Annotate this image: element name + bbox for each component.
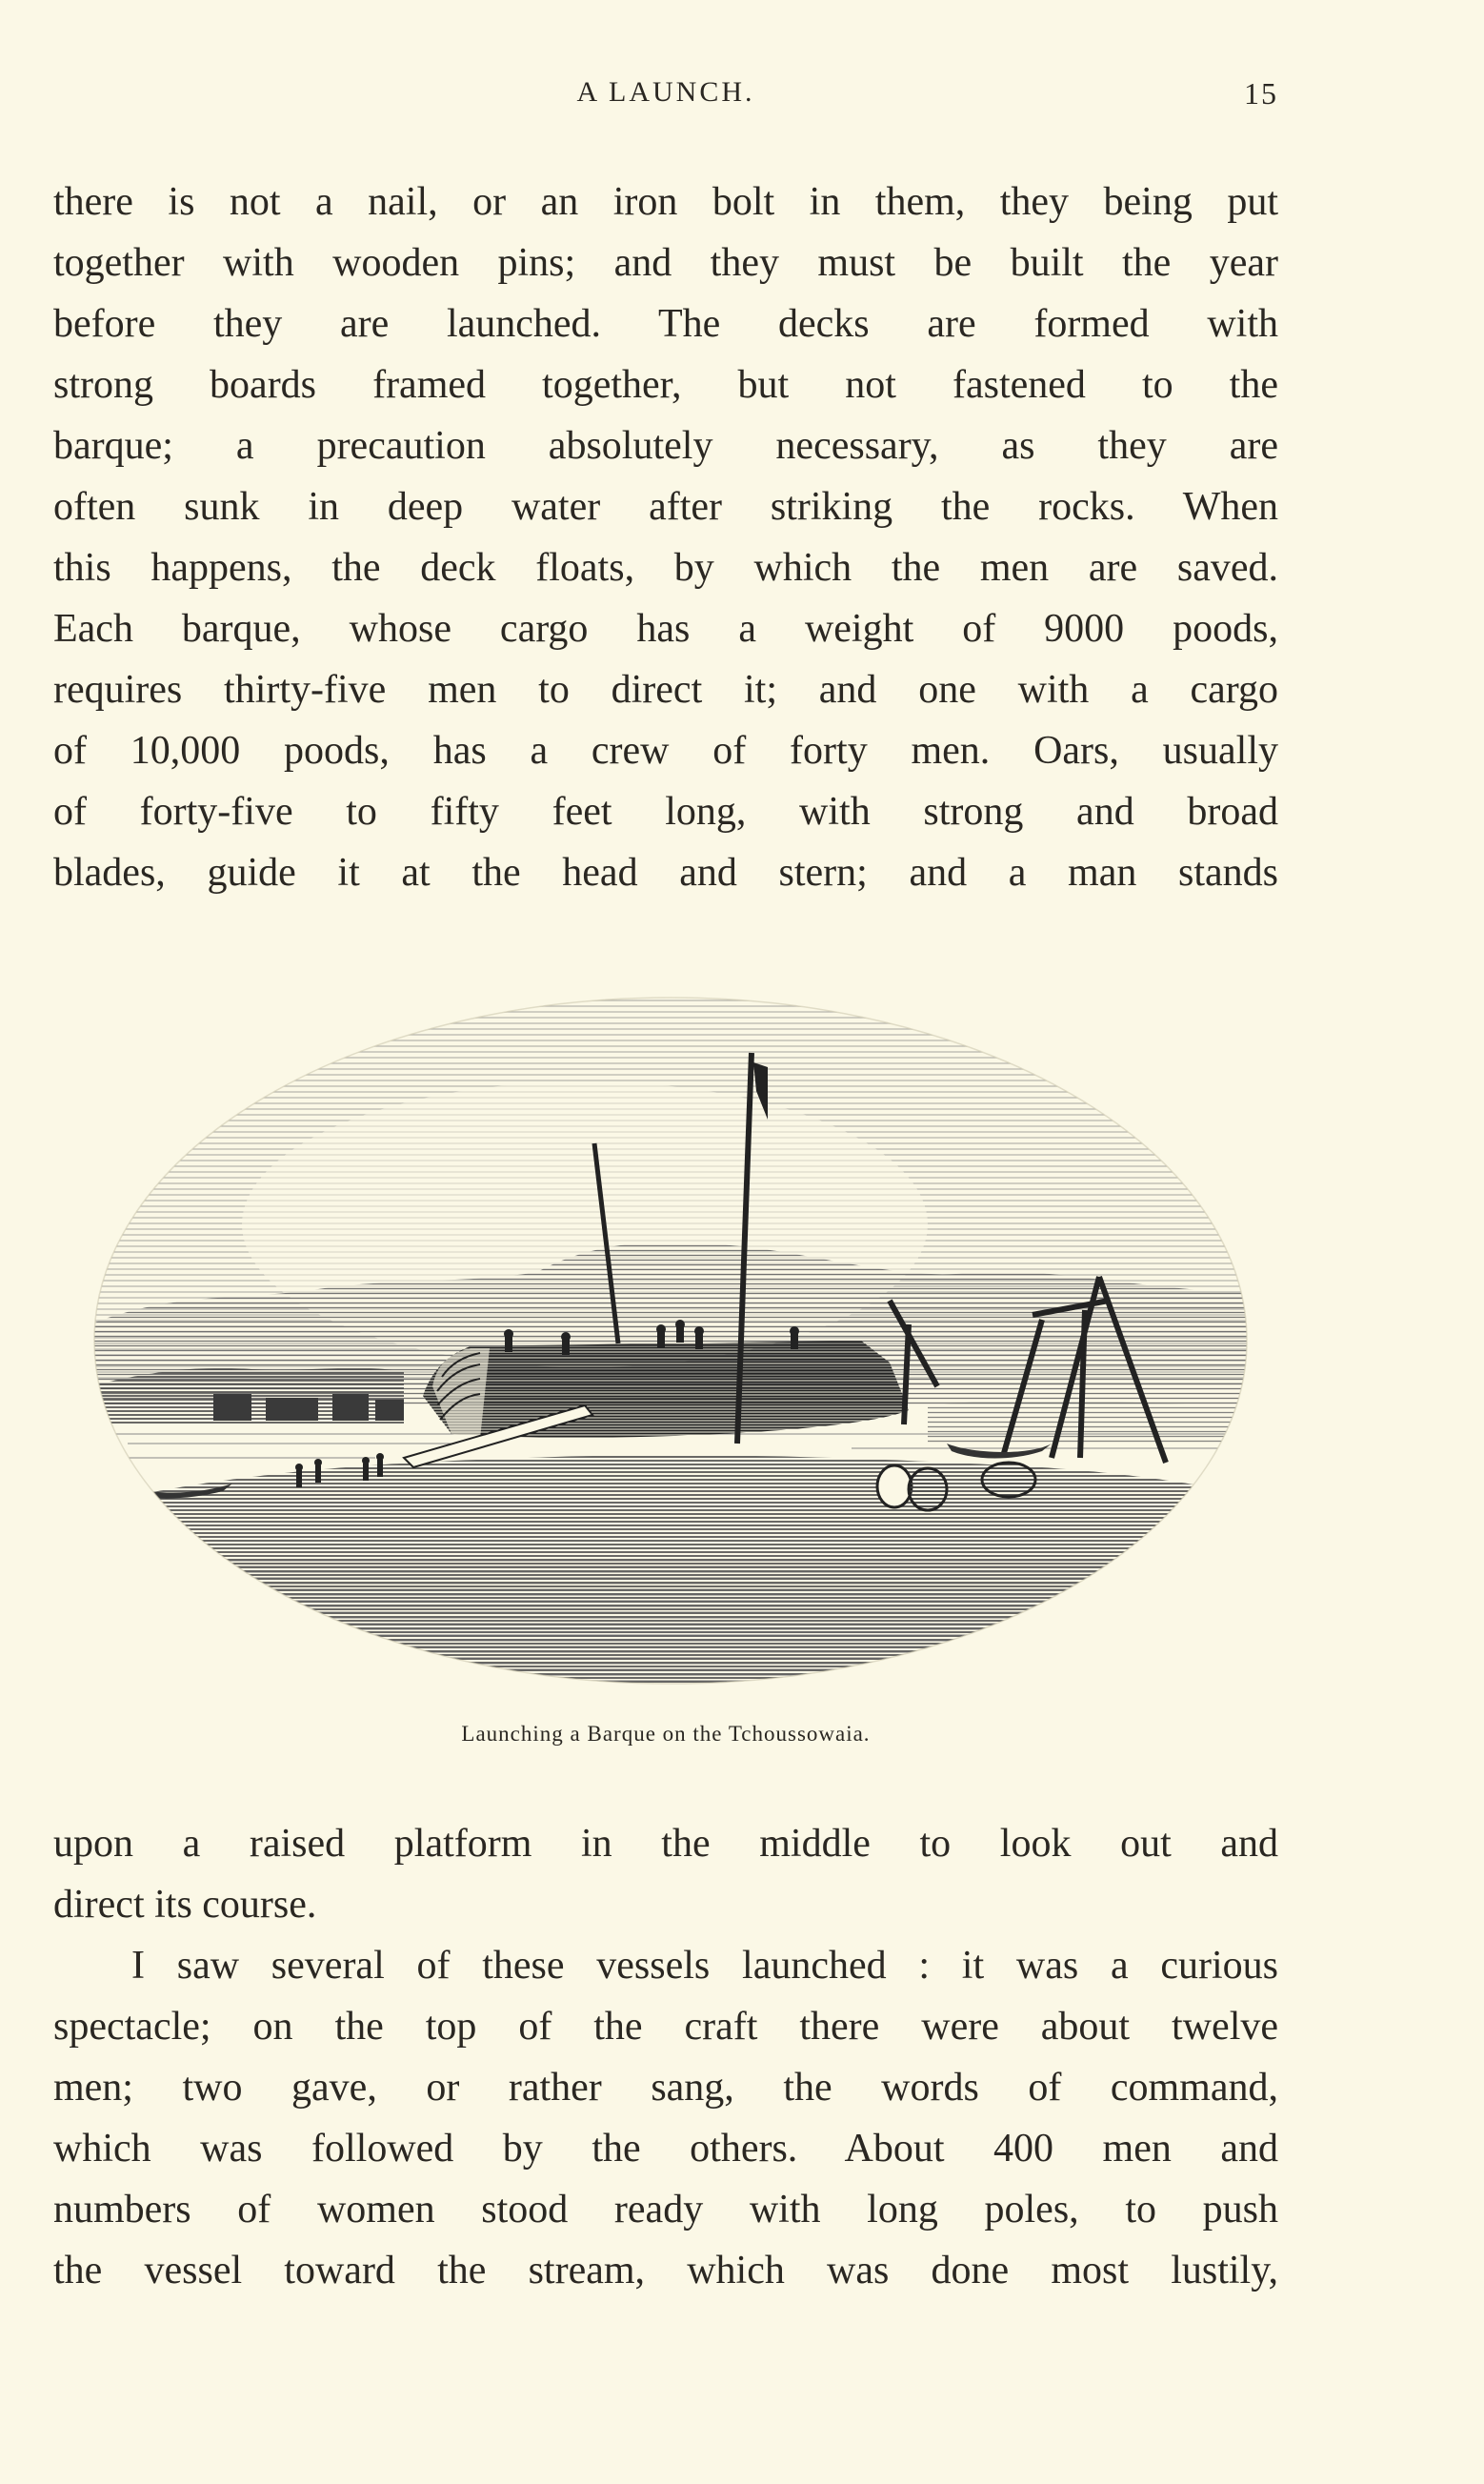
text-line: together with wooden pins; and they must be built the year — [53, 241, 1278, 285]
text-line: the vessel toward the stream, which was done most lustily, — [53, 2249, 1278, 2292]
text-line: there is not a nail, or an iron bolt in them, they being put — [53, 180, 1278, 224]
text-line: which was followed by the others. About 400 men and — [53, 2127, 1278, 2171]
page-number: 15 — [1244, 76, 1278, 111]
text-line: Each barque, whose cargo has a weight of 9000 poods, — [53, 607, 1278, 651]
text-line: requires thirty-five men to direct it; and one with a cargo — [53, 668, 1278, 712]
engraving-illustration — [90, 986, 1252, 1696]
text-line: spectacle; on the top of the craft there were about twelve — [53, 2005, 1278, 2049]
barque-launch-engraving — [90, 986, 1252, 1696]
text-line: numbers of women stood ready with long poles, to push — [53, 2188, 1278, 2232]
paragraph — [53, 172, 1278, 903]
text-line: often sunk in deep water after striking the rocks. When — [53, 485, 1278, 529]
text-line: blades, guide it at the head and stern; and a man stands — [53, 851, 1278, 895]
paragraph — [53, 1813, 1278, 1935]
text-line: I saw several of these vessels launched : it was a curious — [131, 1944, 1278, 1988]
body-text-top — [53, 172, 1278, 903]
text-line: barque; a precaution absolutely necessary, as they are — [53, 424, 1278, 468]
illustration-caption: Launching a Barque on the Tchoussowaia. — [461, 1722, 871, 1746]
text-line: upon a raised platform in the middle to look out and — [53, 1822, 1278, 1866]
paragraph — [53, 1935, 1278, 2301]
body-text-bottom — [53, 1813, 1278, 2301]
running-title: A LAUNCH. — [576, 76, 755, 108]
text-line: of forty-five to fifty feet long, with strong and broad — [53, 790, 1278, 834]
text-line: direct its course. — [53, 1883, 317, 1927]
text-line: of 10,000 poods, has a crew of forty men. Oars, usually — [53, 729, 1278, 773]
text-line: this happens, the deck floats, by which the men are saved. — [53, 546, 1278, 590]
running-head — [53, 76, 1278, 114]
text-line: before they are launched. The decks are formed with — [53, 302, 1278, 346]
text-line: men; two gave, or rather sang, the words of command, — [53, 2066, 1278, 2110]
text-line: strong boards framed together, but not fastened to the — [53, 363, 1278, 407]
